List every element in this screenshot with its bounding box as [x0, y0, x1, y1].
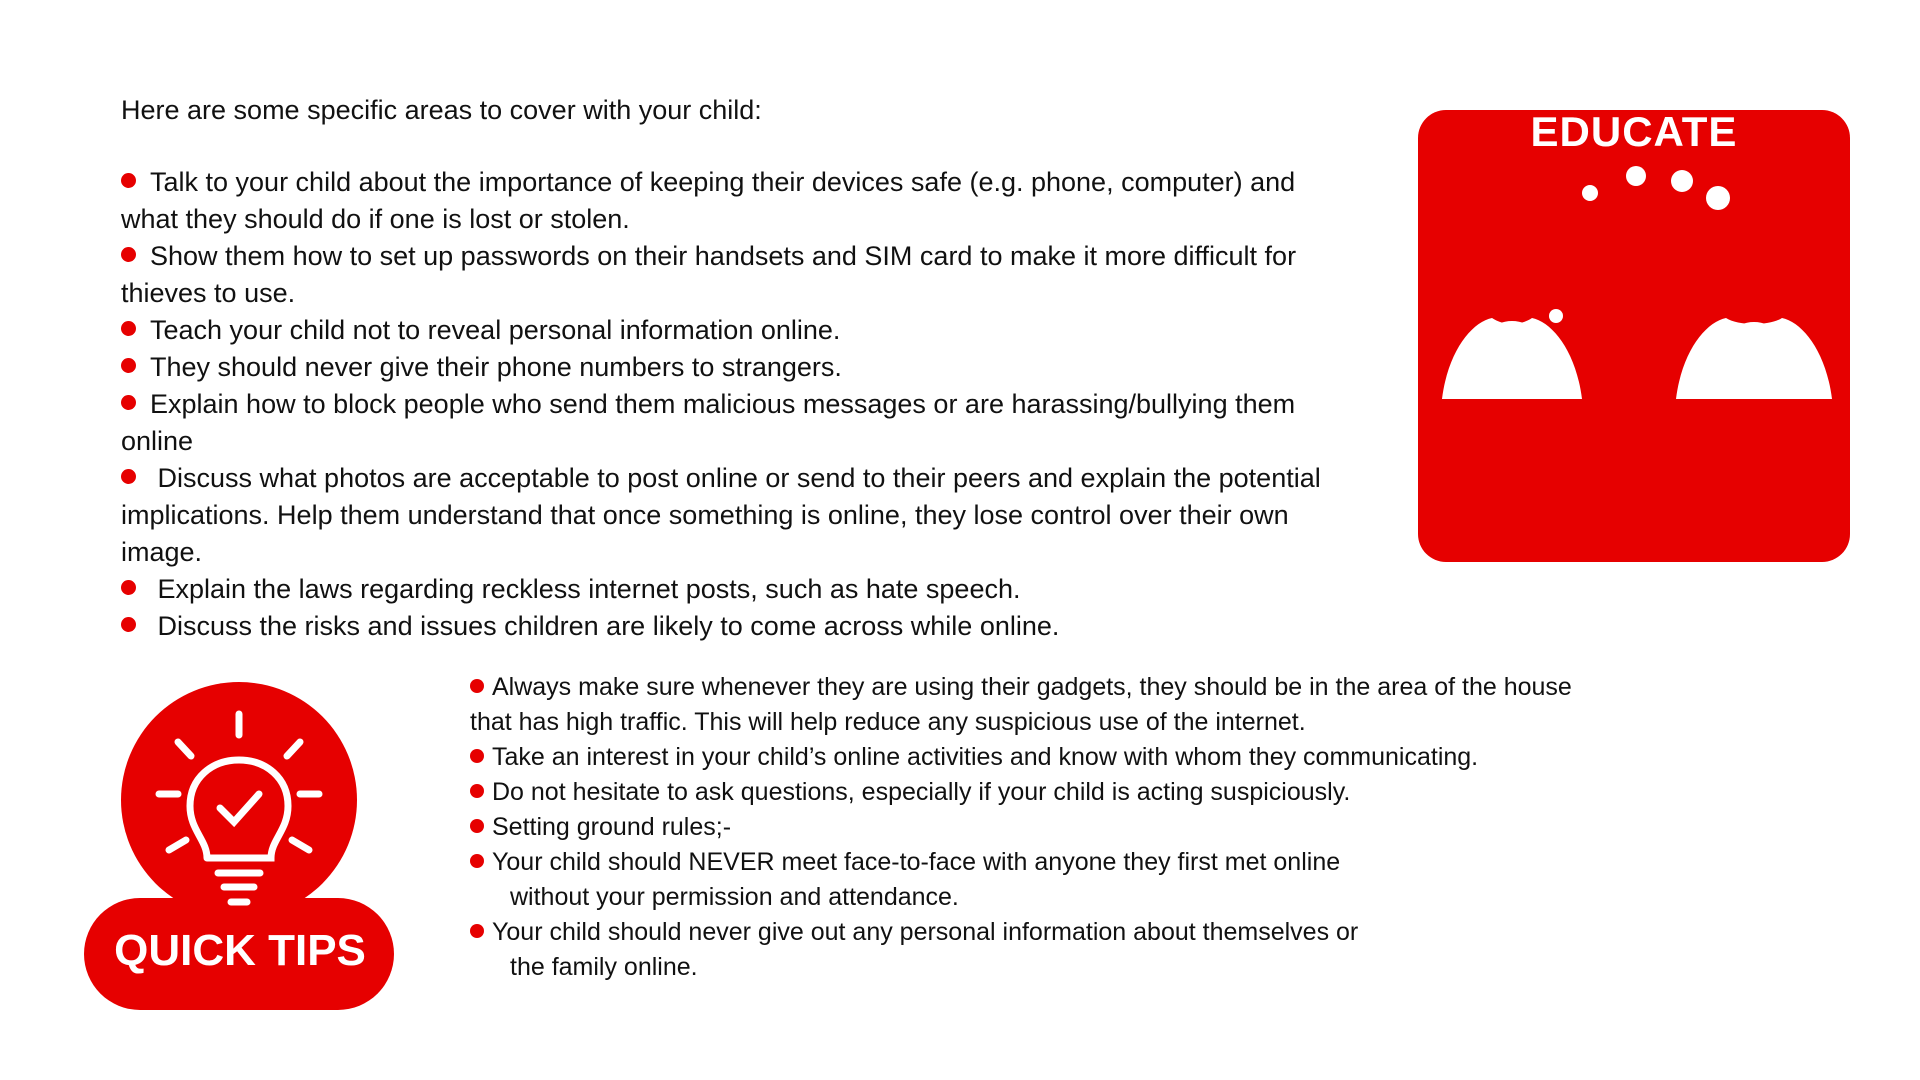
- bullet-icon: [121, 580, 136, 595]
- bullet-icon: [121, 617, 136, 632]
- tips-list: [470, 670, 1610, 985]
- list-item: They should never give their phone numbers to strangers.: [121, 349, 1341, 386]
- list-item: Take an interest in your child’s online activities and know with whom they communicating.: [470, 740, 1610, 775]
- list-item: Explain how to block people who send them malicious messages or are harassing/bullying them online: [121, 389, 1296, 456]
- bullet-icon: [121, 321, 136, 336]
- bullet-icon: [470, 679, 484, 693]
- bullet-icon: [121, 469, 136, 484]
- quick-tips-badge: [84, 680, 396, 1010]
- quick-tips-label: QUICK TIPS: [114, 926, 366, 975]
- list-item: Explain the laws regarding reckless internet posts, such as hate speech.: [121, 571, 1341, 608]
- bullet-icon: [470, 749, 484, 763]
- list-item: Teach your child not to reveal personal information online.: [121, 312, 1341, 349]
- list-item: Your child should NEVER meet face-to-face with anyone they first met online without your permission and attendance.: [470, 845, 1610, 915]
- bullet-icon: [121, 395, 136, 410]
- list-item: Setting ground rules;-: [470, 810, 1610, 845]
- list-item: Do not hesitate to ask questions, especially if your child is acting suspiciously.: [470, 775, 1610, 810]
- areas-list: [121, 164, 1341, 645]
- list-item: Your child should never give out any personal information about themselves or the family online.: [470, 915, 1610, 985]
- educate-card: [1418, 110, 1850, 562]
- bullet-icon: [121, 247, 136, 262]
- bullet-icon: [121, 358, 136, 373]
- list-item: Always make sure whenever they are using their gadgets, they should be in the area of the house that has high traffic. This will help reduce any suspicious use of the internet.: [470, 673, 1572, 736]
- bullet-icon: [470, 819, 484, 833]
- list-item: Talk to your child about the importance of keeping their devices safe (e.g. phone, computer) and what they should do if one is lost or stolen.: [121, 167, 1296, 234]
- educate-title: EDUCATE: [1530, 108, 1738, 155]
- bullet-icon: [470, 784, 484, 798]
- bullet-icon: [470, 924, 484, 938]
- list-item: Discuss what photos are acceptable to post online or send to their peers and explain the potential implications. Help them understand that once something is online, they lose control over their own image.: [121, 463, 1321, 567]
- bullet-icon: [121, 173, 136, 188]
- two-people-talking-icon: [1418, 110, 1850, 562]
- list-item: Discuss the risks and issues children are likely to come across while online.: [121, 608, 1341, 645]
- bullet-icon: [470, 854, 484, 868]
- list-item: Show them how to set up passwords on their handsets and SIM card to make it more difficult for thieves to use.: [121, 241, 1297, 308]
- intro-text: Here are some specific areas to cover with your child:: [121, 95, 762, 125]
